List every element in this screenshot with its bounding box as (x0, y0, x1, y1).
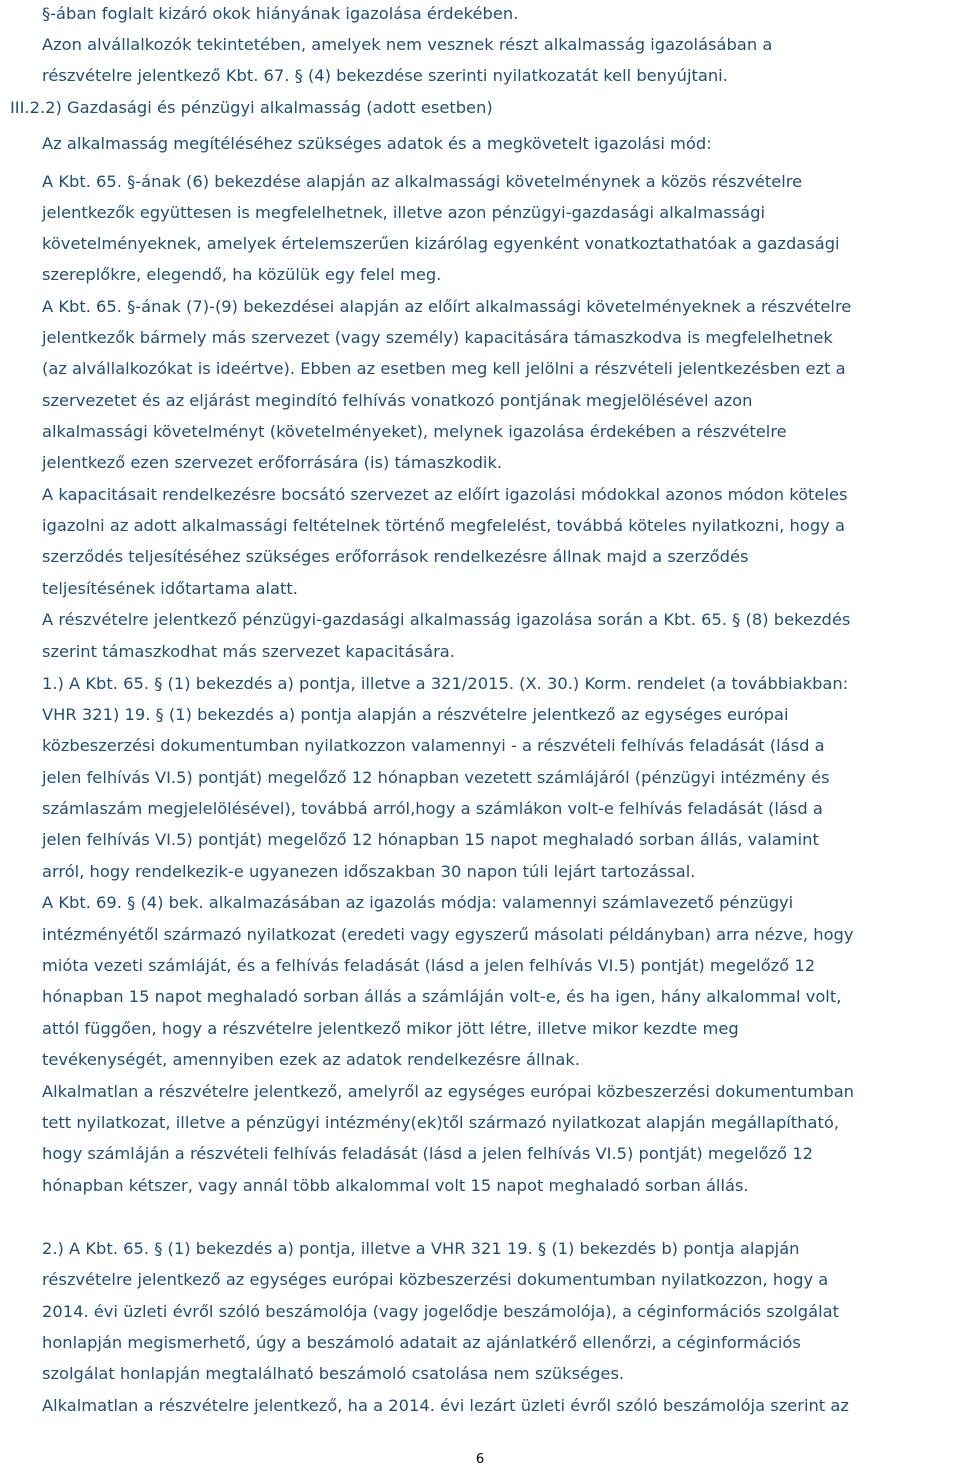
text-line: szerint támaszkodhat más szervezet kapacitására. (42, 642, 455, 661)
text-line: számlaszám megjelelölésével), továbbá arról,hogy a számlákon volt-e felhívás feladását (lásd a (42, 799, 823, 818)
text-line: részvételre jelentkező az egységes európai közbeszerzési dokumentumban nyilatkozzon, hogy a (42, 1270, 829, 1289)
text-line: mióta vezeti számláját, és a felhívás feladását (lásd a jelen felhívás VI.5) pontját) megelőző 12 (42, 956, 816, 975)
text-line: jelentkező ezen szervezet erőforrására (is) támaszkodik. (42, 453, 503, 472)
text-line: A Kbt. 65. §-ának (7)-(9) bekezdései alapján az előírt alkalmassági követelményeknek a részvételre (42, 297, 852, 316)
text-line: szervezetet és az eljárást megindító felhívás vonatkozó pontjának megjelölésével azon (42, 391, 753, 410)
text-line: 2014. évi üzleti évről szóló beszámolója (vagy jogelődje beszámolója), a céginformációs szolgálat (42, 1302, 840, 1321)
text-line: szereplőkre, elegendő, ha közülük egy felel meg. (42, 265, 442, 284)
page-number: 6 (475, 1452, 485, 1467)
text-line: hónapban 15 napot meghaladó sorban állás a számláján volt-e, és ha igen, hány alkalommal volt, (42, 987, 842, 1006)
text-line: részvételre jelentkező Kbt. 67. § (4) bekezdése szerinti nyilatkozatát kell benyújtani. (42, 66, 728, 85)
text-line: hónapban kétszer, vagy annál több alkalommal volt 15 napot meghaladó sorban állás. (42, 1176, 749, 1195)
text-line: szolgálat honlapján megtalálható beszámoló csatolása nem szükséges. (42, 1364, 625, 1383)
text-line: A részvételre jelentkező pénzügyi-gazdasági alkalmasság igazolása során a Kbt. 65. § (8) bekezdés (42, 610, 851, 629)
section-heading: III.2.2) Gazdasági és pénzügyi alkalmasság (adott esetben) (10, 98, 493, 117)
text-line: honlapján megismerhető, úgy a beszámoló adatait az ajánlatkérő ellenőrzi, a céginformációs (42, 1333, 801, 1352)
text-line: Azon alvállalkozók tekintetében, amelyek nem vesznek részt alkalmasság igazolásában a (42, 35, 773, 54)
text-line: §-ában foglalt kizáró okok hiányának igazolása érdekében. (42, 4, 519, 23)
text-line: tevékenységét, amennyiben ezek az adatok rendelkezésre állnak. (42, 1050, 580, 1069)
text-line: jelen felhívás VI.5) pontját) megelőző 12 hónapban 15 napot meghaladó sorban állás, valamint (42, 830, 819, 849)
text-line: 1.) A Kbt. 65. § (1) bekezdés a) pontja, illetve a 321/2015. (X. 30.) Korm. rendelet (a továbbiakban: (42, 674, 849, 693)
text-line: jelentkezők együttesen is megfelelhetnek, illetve azon pénzügyi-gazdasági alkalmassági (42, 203, 766, 222)
text-line: arról, hogy rendelkezik-e ugyanezen időszakban 30 napon túli lejárt tartozással. (42, 862, 696, 881)
text-line: Alkalmatlan a részvételre jelentkező, ha a 2014. évi lezárt üzleti évről szóló beszámolója szerint az (42, 1396, 849, 1415)
text-line: VHR 321) 19. § (1) bekezdés a) pontja alapján a részvételre jelentkező az egységes európai (42, 705, 789, 724)
subheading: Az alkalmasság megítéléséhez szükséges adatok és a megkövetelt igazolási mód: (42, 134, 712, 153)
text-line: jelentkezők bármely más szervezet (vagy személy) kapacitására támaszkodva is megfelelhetnek (42, 328, 833, 347)
text-line: hogy számláján a részvételi felhívás feladását (lásd a jelen felhívás VI.5) pontját) megelőző 12 (42, 1144, 814, 1163)
text-line: követelményeknek, amelyek értelemszerűen kizárólag egyenként vonatkoztathatóak a gazdasági (42, 234, 840, 253)
text-line: (az alvállalkozókat is ideértve). Ebben az esetben meg kell jelölni a részvételi jelentkezésben ezt a (42, 359, 846, 378)
text-line: attól függően, hogy a részvételre jelentkező mikor jött létre, illetve mikor kezdte meg (42, 1019, 739, 1038)
text-line: teljesítésének időtartama alatt. (42, 579, 298, 598)
text-line: intézményétől származó nyilatkozat (eredeti vagy egyszerű másolati példányban) arra nézve, hogy (42, 925, 854, 944)
text-line: alkalmassági követelményt (követelményeket), melynek igazolása érdekében a részvételre (42, 422, 787, 441)
text-line: 2.) A Kbt. 65. § (1) bekezdés a) pontja, illetve a VHR 321 19. § (1) bekezdés b) pontja alapján (42, 1239, 800, 1258)
text-line: közbeszerzési dokumentumban nyilatkozzon valamennyi - a részvételi felhívás feladását (lásd a (42, 736, 825, 755)
text-line: szerződés teljesítéséhez szükséges erőforrások rendelkezésre állnak majd a szerződés (42, 547, 749, 566)
text-line: jelen felhívás VI.5) pontját) megelőző 12 hónapban vezetett számlájáról (pénzügyi intézmény és (42, 768, 830, 787)
text-line: A Kbt. 69. § (4) bek. alkalmazásában az igazolás módja: valamennyi számlavezető pénzügyi (42, 893, 794, 912)
text-line: tett nyilatkozat, illetve a pénzügyi intézmény(ek)től származó nyilatkozat alapján megállapítható, (42, 1113, 840, 1132)
text-line: Alkalmatlan a részvételre jelentkező, amelyről az egységes európai közbeszerzési dokumentumban (42, 1082, 854, 1101)
text-line: igazolni az adott alkalmassági feltételnek történő megfelelést, továbbá köteles nyilatkozni, hogy a (42, 516, 845, 535)
text-line: A Kbt. 65. §-ának (6) bekezdése alapján az alkalmassági követelménynek a közös részvételre (42, 172, 803, 191)
text-line: A kapacitásait rendelkezésre bocsátó szervezet az előírt igazolási módokkal azonos módon köteles (42, 485, 848, 504)
